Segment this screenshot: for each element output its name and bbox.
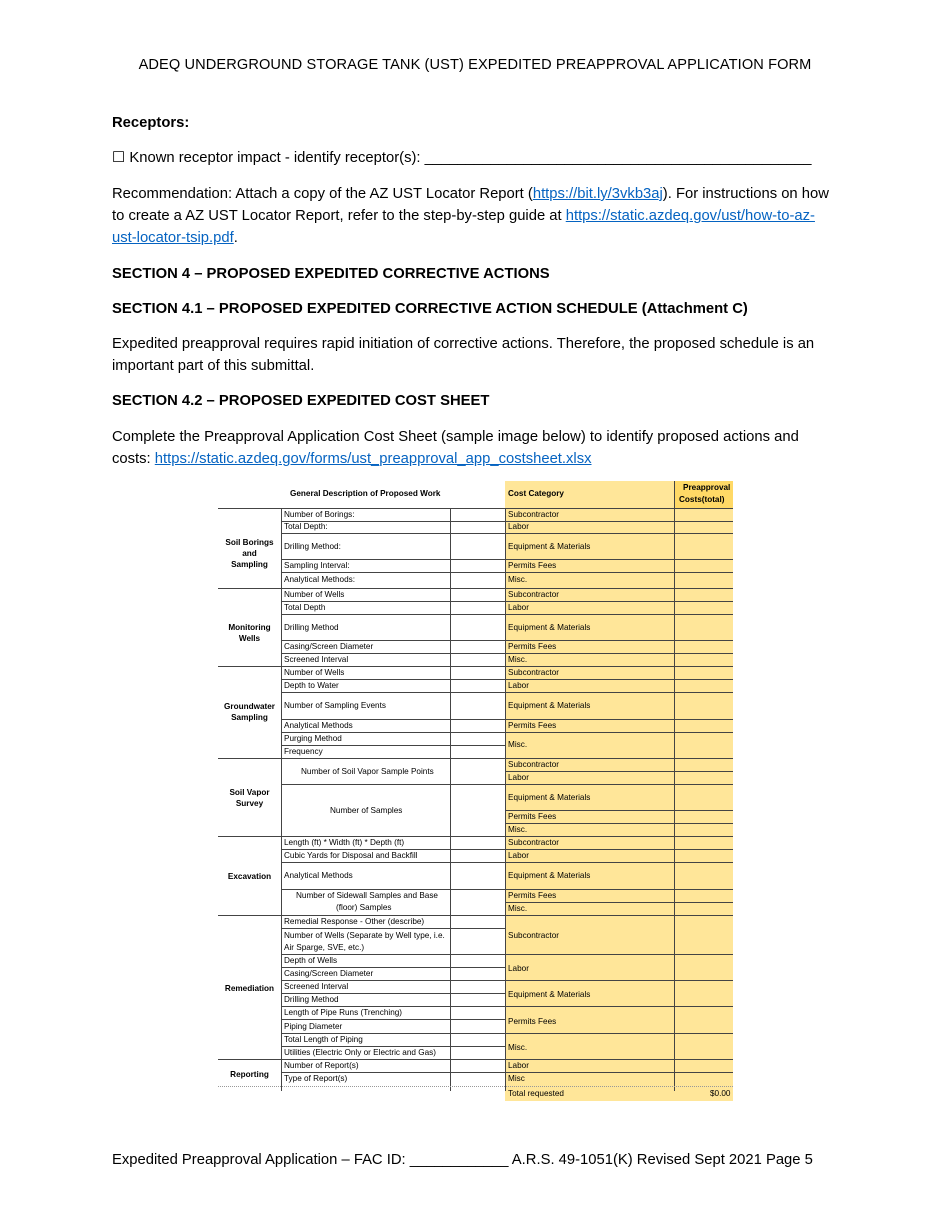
section-4-1-heading: SECTION 4.1 – PROPOSED EXPEDITED CORRECTIVE ACTION SCHEDULE (Attachment C) (112, 301, 748, 317)
desc-cell: Analytical Methods (284, 721, 353, 730)
hline (281, 732, 733, 733)
cat-cell: Labor (508, 681, 529, 690)
desc-cell: Purging Method (284, 734, 342, 743)
hline (281, 849, 733, 850)
rec-text-2: ). For instructions on how to create a AZ UST Locator Report, refer to the step-by-step guide at (112, 186, 829, 224)
cat-cell: Labor (508, 603, 529, 612)
locator-report-link[interactable]: https://bit.ly/3vkb3aj (532, 186, 663, 202)
cat-cell: Labor (508, 522, 529, 531)
group-groundwater: Groundwater Sampling (224, 702, 275, 722)
s42-text: Complete the Preapproval Application Cost Sheet (sample image below) to identify proposed actions and costs: (112, 429, 799, 467)
cat-cell: Misc. (508, 575, 528, 584)
cat-cell: Subcontractor (508, 590, 559, 599)
section-4-2-text (112, 426, 832, 470)
hline (281, 533, 733, 534)
cat-cell: Permits Fees (508, 891, 557, 900)
hline (281, 521, 733, 522)
hline (505, 902, 733, 903)
rec-text-3: . (233, 230, 238, 246)
receptor-blank[interactable]: _______________________________________________ (424, 150, 812, 166)
hline (218, 836, 733, 837)
cat-cell: Permits Fees (508, 642, 557, 651)
hline (505, 771, 733, 772)
vline (281, 508, 282, 1091)
desc-cell: Casing/Screen Diameter (284, 642, 374, 651)
group-excavation: Excavation (227, 872, 272, 881)
desc-cell: Analytical Methods: (284, 575, 355, 584)
hline (281, 679, 733, 680)
cat-cell: Labor (508, 851, 529, 860)
desc-cell: Depth to Water (284, 681, 339, 690)
hline (218, 666, 733, 667)
desc-cell: Depth of Wells (284, 956, 338, 965)
cat-cell: Subcontractor (508, 838, 559, 847)
desc-cell: Number of Wells (284, 590, 345, 599)
desc-cell: Drilling Method (284, 623, 339, 632)
desc-cell: Number of Soil Vapor Sample Points (301, 767, 434, 776)
cat-cell: Subcontractor (508, 668, 559, 677)
receptor-checkbox-label: Known receptor impact - identify receptor(s): (129, 150, 421, 166)
hline (281, 601, 733, 602)
hline (281, 692, 733, 693)
desc-cell: Cubic Yards for Disposal and Backfill (284, 851, 418, 860)
desc-cell: Utilities (Electric Only or Electric and Gas) (284, 1048, 436, 1057)
hline (281, 745, 506, 746)
desc-cell: Number of Sidewall Samples and Base (296, 891, 438, 900)
desc-cell: Number of Wells (Separate by Well type, i.e. (284, 931, 445, 940)
cat-cell: Misc. (508, 904, 528, 913)
hline (281, 614, 733, 615)
hline (281, 954, 733, 955)
desc-cell: Casing/Screen Diameter (284, 969, 374, 978)
total-label: Total requested (508, 1089, 564, 1098)
hline (218, 1059, 733, 1060)
cat-cell: Equipment & Materials (508, 701, 591, 710)
cat-cell: Labor (508, 773, 529, 782)
yellow-fill (505, 481, 733, 1101)
desc-cell: Number of Borings: (284, 510, 355, 519)
hline (281, 967, 506, 968)
header-cost-1: Preapproval (683, 483, 731, 492)
hline (218, 588, 733, 589)
cat-cell: Equipment & Materials (508, 990, 591, 999)
desc-cell: Number of Sampling Events (284, 701, 386, 710)
section-4-2-heading: SECTION 4.2 – PROPOSED EXPEDITED COST SHEET (112, 393, 490, 409)
cat-cell: Labor (508, 1061, 529, 1070)
cost-sheet-image (218, 481, 733, 1101)
desc-cell: Air Sparge, SVE, etc.) (284, 943, 365, 952)
hline (281, 1006, 733, 1007)
recommendation-paragraph (112, 183, 832, 249)
desc-cell: Total Length of Piping (284, 1035, 363, 1044)
hline (281, 572, 733, 573)
desc-cell: Length of Pipe Runs (Trenching) (284, 1008, 403, 1017)
hline (281, 1046, 506, 1047)
group-soil-borings: Soil Borings and Sampling (225, 538, 274, 569)
cat-cell: Subcontractor (508, 760, 559, 769)
desc-cell: Drilling Method: (284, 542, 341, 551)
section-4-heading: SECTION 4 – PROPOSED EXPEDITED CORRECTIVE ACTIONS (112, 266, 550, 282)
desc-cell: Number of Report(s) (284, 1061, 359, 1070)
vline (505, 508, 506, 1091)
hline (281, 862, 733, 863)
cat-cell: Misc. (508, 740, 528, 749)
hline (281, 640, 733, 641)
group-monitoring-wells: Monitoring Wells (228, 623, 271, 643)
hline (218, 1086, 733, 1087)
desc-cell: Sampling Interval: (284, 561, 350, 570)
header-cat: Cost Category (508, 489, 564, 498)
cat-cell: Permits Fees (508, 1017, 557, 1026)
hline (281, 993, 506, 994)
cat-cell: Equipment & Materials (508, 542, 591, 551)
hline (505, 823, 733, 824)
desc-cell: Length (ft) * Width (ft) * Depth (ft) (284, 838, 405, 847)
cat-cell: Equipment & Materials (508, 871, 591, 880)
desc-cell: Total Depth (284, 603, 326, 612)
cat-cell: Permits Fees (508, 721, 557, 730)
hline (281, 559, 733, 560)
group-soil-vapor: Soil Vapor Survey (229, 788, 270, 808)
hline (281, 784, 733, 785)
cat-cell: Misc (508, 1074, 525, 1083)
hline (281, 928, 506, 929)
desc-cell: Number of Samples (330, 806, 403, 815)
desc-cell: Frequency (284, 747, 323, 756)
header-desc: General Description of Proposed Work (290, 489, 441, 498)
hline (281, 1072, 733, 1073)
cat-cell: Misc. (508, 1043, 528, 1052)
receptors-heading: Receptors: (112, 115, 190, 131)
total-value: $0.00 (710, 1089, 731, 1098)
desc-cell: Screened Interval (284, 655, 349, 664)
desc-cell: Screened Interval (284, 982, 349, 991)
desc-cell: Analytical Methods (284, 871, 353, 880)
cat-cell: Permits Fees (508, 561, 557, 570)
desc-cell: Type of Report(s) (284, 1074, 348, 1083)
hline (218, 758, 733, 759)
hline (218, 915, 733, 916)
page-header: ADEQ UNDERGROUND STORAGE TANK (UST) EXPEDITED PREAPPROVAL APPLICATION FORM (138, 57, 812, 73)
cat-cell: Misc. (508, 655, 528, 664)
hline (281, 1019, 506, 1020)
hline (281, 980, 733, 981)
cat-cell: Labor (508, 964, 529, 973)
hline (281, 653, 733, 654)
checkbox[interactable]: ☐ (112, 150, 126, 166)
vline (450, 508, 451, 1091)
hline (218, 508, 733, 509)
desc-cell: (floor) Samples (336, 903, 392, 912)
section-4-1-text: Expedited preapproval requires rapid initiation of corrective actions. Therefore, the proposed schedule is an important part of this submittal. (112, 336, 815, 374)
group-reporting: Reporting (230, 1070, 269, 1079)
locator-guide-link[interactable]: https://static.azdeq.gov/ust/how-to-az-ust-locator-tsip.pdf (112, 208, 815, 246)
page-footer: Expedited Preapproval Application – FAC ID: ____________ A.R.S. 49-1051(K) Revised Sept 2021 Page 5 (112, 1152, 813, 1168)
cat-cell: Equipment & Materials (508, 793, 591, 802)
costsheet-link[interactable]: https://static.azdeq.gov/forms/ust_preapproval_app_costsheet.xlsx (154, 451, 592, 467)
hline (281, 1033, 733, 1034)
cat-cell: Misc. (508, 825, 528, 834)
cat-cell: Subcontractor (508, 931, 559, 940)
hline (281, 719, 733, 720)
header-cost-2: Costs(total) (679, 495, 725, 504)
hline (505, 810, 733, 811)
desc-cell: Remedial Response - Other (describe) (284, 917, 425, 926)
desc-cell: Piping Diameter (284, 1022, 343, 1031)
rec-text-1: Recommendation: Attach a copy of the AZ UST Locator Report ( (112, 186, 533, 202)
desc-cell: Total Depth: (284, 522, 328, 531)
receptor-row (112, 147, 852, 169)
group-remediation: Remediation (224, 984, 275, 993)
cat-cell: Permits Fees (508, 812, 557, 821)
hline (281, 889, 733, 890)
desc-cell: Number of Wells (284, 668, 345, 677)
desc-cell: Drilling Method (284, 995, 339, 1004)
cat-cell: Equipment & Materials (508, 623, 591, 632)
cat-cell: Subcontractor (508, 510, 559, 519)
